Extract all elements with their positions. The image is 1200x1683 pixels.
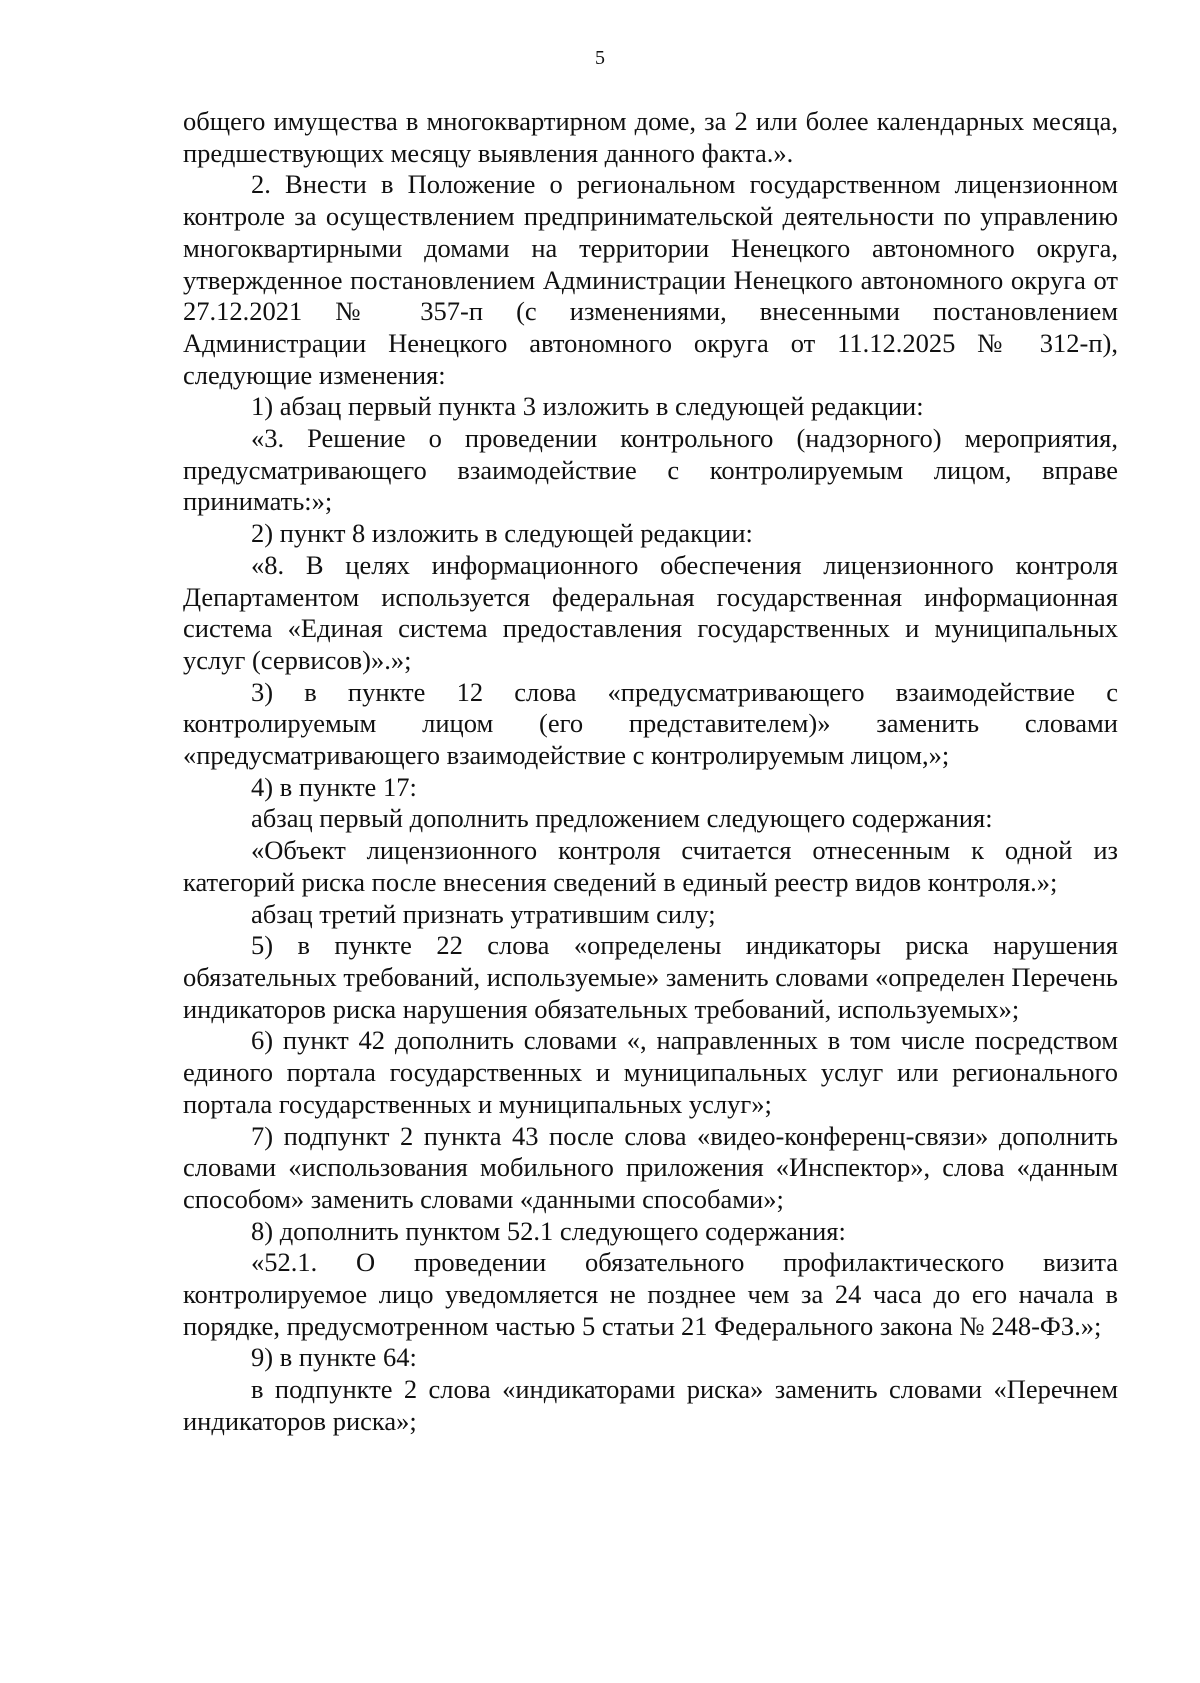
paragraph: 3) в пункте 12 слова «предусматривающего взаимодействие с контролируемым лицом (его представителем)» заменить словами «предусматривающего взаимодействие с контролируемым лицом,»; (183, 676, 1118, 771)
paragraph: 9) в пункте 64: (251, 1342, 417, 1373)
paragraph: «3. Решение о проведении контрольного (надзорного) мероприятия, предусматривающего взаимодействие с контролируемым лицом, вправе принимать:»; (183, 423, 1118, 517)
paragraph: 8) дополнить пунктом 52.1 следующего содержания: (251, 1215, 846, 1246)
paragraph: абзац третий признать утратившим силу; (251, 898, 716, 929)
paragraph: 4) в пункте 17: (251, 771, 417, 802)
paragraph: 6) пункт 42 дополнить словами «, направленных в том числе посредством единого портала государственных и муниципальных услуг или регионального портала государственных и муниципальных услуг»; (183, 1025, 1118, 1119)
paragraph: в подпункте 2 слова «индикаторами риска» заменить словами «Перечнем индикаторов риска»; (183, 1374, 1118, 1436)
paragraph: 2) пункт 8 изложить в следующей редакции: (251, 518, 753, 549)
paragraph: «8. В целях информационного обеспечения лицензионного контроля Департаментом используется федеральная государственная информационная система «Единая система предоставления государственных и муниципальных услуг (сервисов)».»; (183, 549, 1118, 675)
paragraph: абзац первый дополнить предложением следующего содержания: (251, 803, 993, 834)
paragraph: 2. Внести в Положение о региональном государственном лицензионном контроле за осуществлением предпринимательской деятельности по управлению многоквартирными домами на территории Ненецкого автономного округа, утвержденное постановлением Администрации Ненецкого автономного округа от 27.12.2021 № 357-п (с изменениями, внесенными постановлением Администрации Ненецкого автономного округа от 11.12.2025 № 312-п), следующие изменения: (183, 169, 1118, 390)
paragraph: «Объект лицензионного контроля считается отнесенным к одной из категорий риска после внесения сведений в единый реестр видов контроля.»; (183, 835, 1118, 897)
document-body (183, 106, 1118, 1438)
paragraph: 1) абзац первый пункта 3 изложить в следующей редакции: (251, 391, 924, 422)
paragraph: 5) в пункте 22 слова «определены индикаторы риска нарушения обязательных требований, используемые» заменить словами «определен Перечень индикаторов риска нарушения обязательных требований, используемых»; (183, 930, 1118, 1024)
paragraph: «52.1. О проведении обязательного профилактического визита контролируемое лицо уведомляется не позднее чем за 24 часа до его начала в порядке, предусмотренном частью 5 статьи 21 Федерального закона № 248-ФЗ.»; (183, 1247, 1118, 1341)
paragraph: общего имущества в многоквартирном доме, за 2 или более календарных месяца, предшествующих месяцу выявления данного факта.». (183, 106, 1118, 168)
paragraph: 7) подпункт 2 пункта 43 после слова «видео-конференц-связи» дополнить словами «использования мобильного приложения «Инспектор», слова «данным способом» заменить словами «данными способами»; (183, 1120, 1118, 1214)
page-number: 5 (595, 47, 605, 69)
